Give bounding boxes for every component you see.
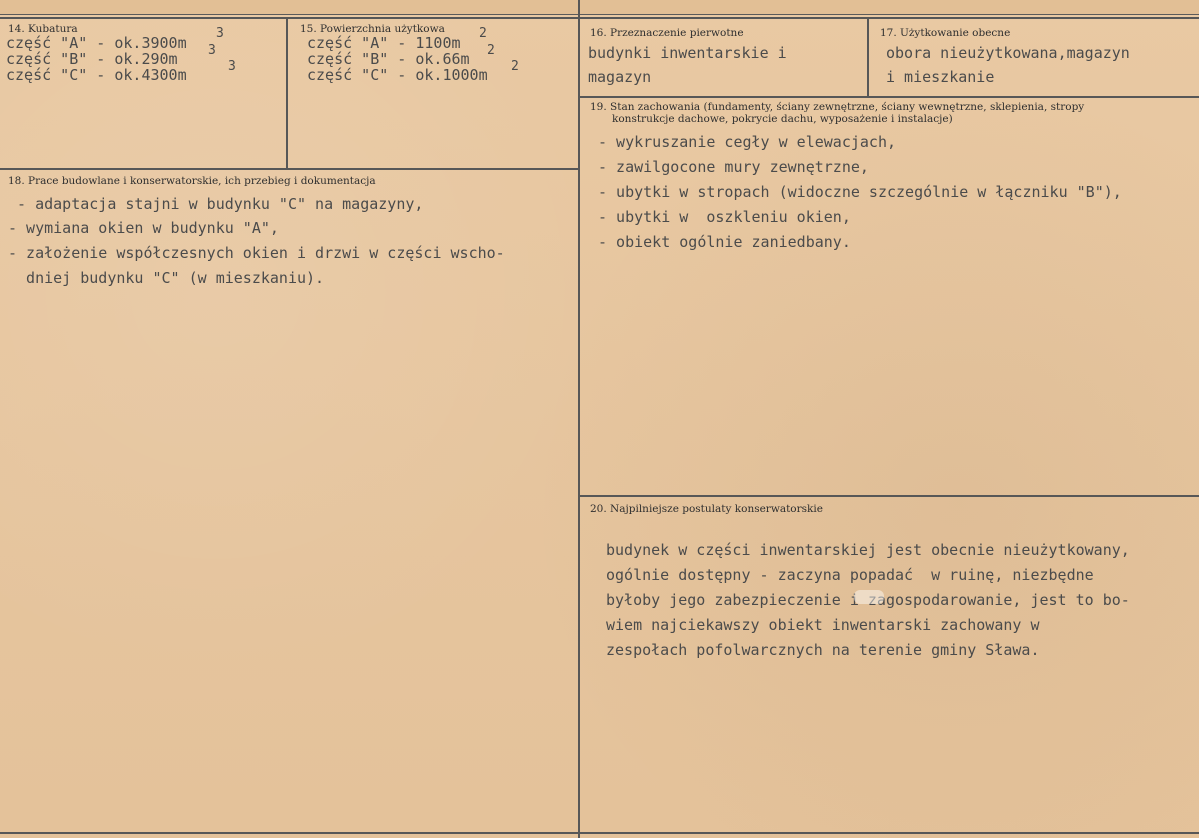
section-15-superscript-2: 2 <box>487 43 495 58</box>
section-15-line-3: część "C" - ok.1000m <box>307 66 488 84</box>
section-20-line-4: wiem najciekawszy obiekt inwentarski zachowany w <box>606 616 1040 634</box>
row-divider-middle-left <box>0 168 578 170</box>
section-17-line-2: i mieszkanie <box>886 68 995 86</box>
section-16-label: 16. Przeznaczenie pierwotne <box>590 27 744 39</box>
section-14-superscript-2: 3 <box>208 43 216 58</box>
row-divider-bottom <box>0 832 1199 834</box>
paper-smudge <box>854 590 884 604</box>
section-19-label-line-2: konstrukcje dachowe, pokrycie dachu, wyposażenie i instalacje) <box>612 113 953 125</box>
section-15-superscript-1: 2 <box>479 26 487 41</box>
row-divider-bottom-right <box>578 495 1199 497</box>
section-19-line-3: - ubytki w stropach (widoczne szczególnie w łączniku "B"), <box>598 183 1122 201</box>
row-divider-top-right <box>578 96 1199 98</box>
section-19-line-4: - ubytki w oszkleniu okien, <box>598 208 851 226</box>
section-15-line-1: część "A" - 1100m <box>307 34 461 52</box>
section-20-line-1: budynek w części inwentarskiej jest obecnie nieużytkowany, <box>606 541 1130 559</box>
column-divider-center <box>578 0 580 838</box>
section-18-line-1: - adaptacja stajni w budynku "C" na magazyny, <box>8 195 424 213</box>
section-14-line-1: część "A" - ok.3900m <box>6 34 187 52</box>
section-19-line-5: - obiekt ogólnie zaniedbany. <box>598 233 851 251</box>
section-17-line-1: obora nieużytkowana,magazyn <box>886 44 1130 62</box>
section-15-superscript-3: 2 <box>511 59 519 74</box>
top-strip <box>0 0 1199 15</box>
row-divider-top <box>0 17 1199 19</box>
column-divider-14-15 <box>286 17 288 168</box>
section-15-label: 15. Powierzchnia użytkowa <box>300 23 445 35</box>
section-17-label: 17. Użytkowanie obecne <box>880 27 1011 39</box>
section-16-line-1: budynki inwentarskie i <box>588 44 787 62</box>
section-14-superscript-3: 3 <box>228 59 236 74</box>
section-14-line-2: część "B" - ok.290m <box>6 50 178 68</box>
section-20-line-3: byłoby jego zabezpieczenie i zagospodarowanie, jest to bo- <box>606 591 1130 609</box>
section-18-line-4: dniej budynku "C" (w mieszkaniu). <box>8 269 325 287</box>
section-15-line-2: część "B" - ok.66m <box>307 50 470 68</box>
section-18-line-2: - wymiana okien w budynku "A", <box>8 219 279 237</box>
section-20-line-2: ogólnie dostępny - zaczyna popadać w ruinę, niezbędne <box>606 566 1094 584</box>
column-divider-16-17 <box>867 17 869 96</box>
section-19-line-1: - wykruszanie cegły w elewacjach, <box>598 133 897 151</box>
section-14-superscript-1: 3 <box>216 26 224 41</box>
section-19-label-line-1: 19. Stan zachowania (fundamenty, ściany zewnętrzne, ściany wewnętrzne, sklepienia, stropy <box>590 101 1085 113</box>
section-20-label: 20. Najpilniejsze postulaty konserwatorskie <box>590 503 823 515</box>
section-18-line-3: - założenie współczesnych okien i drzwi w części wscho- <box>8 244 505 262</box>
section-16-line-2: magazyn <box>588 68 652 86</box>
section-14-label: 14. Kubatura <box>8 23 78 35</box>
section-19-line-2: - zawilgocone mury zewnętrzne, <box>598 158 869 176</box>
section-18-label: 18. Prace budowlane i konserwatorskie, ich przebieg i dokumentacja <box>8 175 376 187</box>
section-14-line-3: część "C" - ok.4300m <box>6 66 187 84</box>
section-20-line-5: zespołach pofolwarcznych na terenie gminy Sława. <box>606 641 1040 659</box>
